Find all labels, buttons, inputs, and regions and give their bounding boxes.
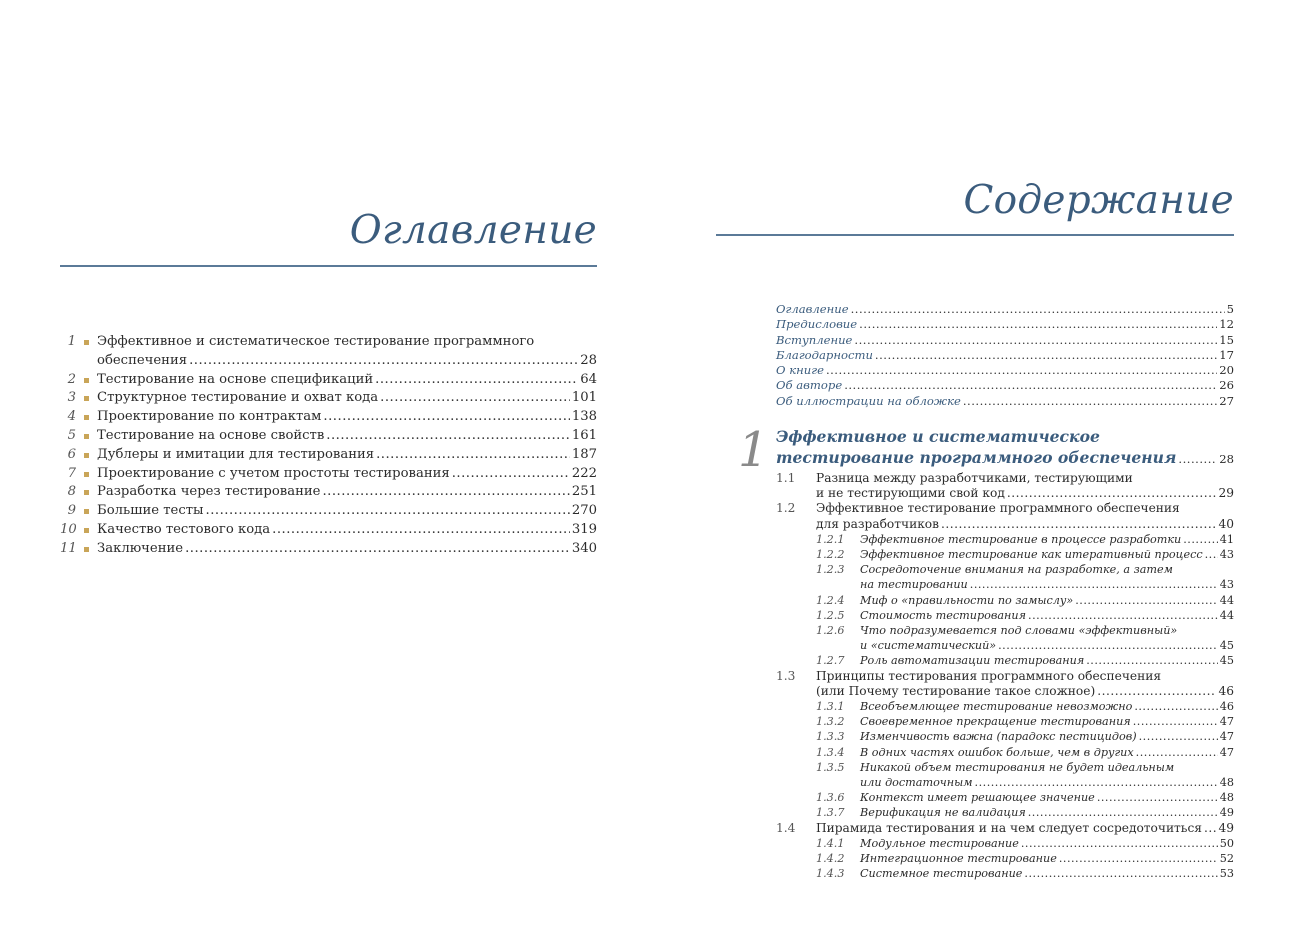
- chapter-title-line2: обеспечения: [97, 352, 188, 368]
- section-number: 1.2.3: [816, 563, 845, 577]
- dot-leader: [185, 540, 570, 559]
- entry-title-line2: для разработчиков: [816, 516, 940, 531]
- dot-leader: [1133, 714, 1218, 729]
- page-number: 47: [1219, 730, 1234, 744]
- left-page: [0, 0, 656, 935]
- page-number: 138: [571, 409, 597, 425]
- chapter-title: Проектирование с учетом простоты тестирования: [97, 465, 450, 481]
- section-number: 1.1: [776, 471, 796, 485]
- dot-leader: [1024, 866, 1217, 881]
- section-number: 1.2.1: [816, 532, 845, 546]
- dot-leader: [1139, 729, 1218, 744]
- page-number: 251: [571, 484, 597, 500]
- chapter-entry[interactable]: [60, 333, 597, 371]
- entry-title: Контекст имеет решающее значение: [860, 791, 1095, 805]
- chapter-title: Разработка через тестирование: [97, 484, 321, 500]
- page-number: 15: [1219, 332, 1234, 347]
- page-number: 47: [1219, 715, 1234, 729]
- dot-leader: [1136, 745, 1218, 760]
- section-entry[interactable]: [776, 471, 1234, 501]
- section-number: 1.3.6: [816, 791, 845, 805]
- entry-title-line1: Эффективное тестирование программного обеспечения: [816, 501, 1180, 516]
- page-number: 12: [1219, 317, 1234, 332]
- front-matter-entry[interactable]: [776, 394, 1234, 409]
- page-number: 20: [1219, 363, 1234, 378]
- page-number: 45: [1219, 639, 1234, 653]
- page-number: 43: [1219, 578, 1234, 592]
- page-number: 43: [1219, 548, 1234, 562]
- entry-title: Системное тестирование: [860, 867, 1023, 881]
- section-number: 1.4: [776, 820, 796, 835]
- front-matter-label: Оглавление: [776, 302, 849, 316]
- chapter-title: Заключение: [97, 540, 184, 556]
- bullet-icon: [84, 434, 89, 439]
- chapter-1-sections: [776, 471, 1234, 881]
- chapter-1-number: 1: [738, 422, 769, 478]
- chapter-1-title[interactable]: [776, 426, 1234, 470]
- chapter-title: Дублеры и имитации для тестирования: [97, 446, 375, 462]
- bullet-icon: [84, 415, 89, 420]
- dot-leader: [1134, 699, 1217, 714]
- entry-title-line1: Сосредоточение внимания на разработке, а затем: [860, 563, 1173, 577]
- dot-leader: [322, 483, 569, 502]
- left-heading-rule: [60, 265, 597, 267]
- right-heading-rule: [716, 234, 1234, 236]
- entry-title: Миф о «правильности по замыслу»: [860, 593, 1074, 607]
- subsection-entry[interactable]: [776, 699, 1234, 714]
- chapter-title: Качество тестового кода: [97, 521, 271, 537]
- page-number: 45: [1219, 654, 1234, 668]
- page-number: 48: [1219, 791, 1234, 805]
- subsection-entry[interactable]: [776, 547, 1234, 562]
- dot-leader: [875, 348, 1217, 363]
- chapter-number: 2: [67, 371, 76, 387]
- section-number: 1.3.4: [816, 745, 845, 759]
- dot-leader: [970, 577, 1218, 592]
- page-number: 46: [1218, 683, 1234, 698]
- section-number: 1.3: [776, 668, 796, 683]
- chapter-number: 11: [60, 540, 77, 556]
- entry-title: Изменчивость важна (парадокс пестицидов): [860, 730, 1137, 744]
- front-matter-label: Об иллюстрации на обложке: [776, 393, 961, 408]
- section-number: 1.3.2: [816, 715, 845, 729]
- subsection-entry[interactable]: [776, 836, 1234, 851]
- dot-leader: [1007, 486, 1217, 501]
- chapter-entry[interactable]: [60, 446, 597, 465]
- dot-leader: [452, 465, 570, 484]
- entry-title: Роль автоматизации тестирования: [860, 654, 1085, 668]
- dot-leader: [272, 521, 570, 540]
- bullet-icon: [84, 490, 89, 495]
- subsection-entry[interactable]: [776, 608, 1234, 623]
- dot-leader: [1178, 449, 1217, 470]
- page-number: 340: [571, 540, 597, 556]
- chapter-title: Проектирование по контрактам: [97, 409, 322, 425]
- chapter-title: Тестирование на основе спецификаций: [97, 371, 374, 387]
- entry-title-line2: на тестировании: [860, 578, 968, 592]
- dot-leader: [998, 638, 1218, 653]
- dot-leader: [376, 446, 570, 465]
- subsection-entry[interactable]: [776, 760, 1234, 790]
- front-matter-list: [776, 302, 1234, 409]
- page-number: 270: [571, 503, 597, 519]
- chapter-number: 3: [67, 390, 76, 406]
- dot-leader: [1097, 684, 1216, 699]
- section-number: 1.3.3: [816, 730, 845, 744]
- front-matter-label: Предисловие: [776, 317, 858, 332]
- section-entry[interactable]: [776, 501, 1234, 531]
- chapter-entry[interactable]: [60, 408, 597, 427]
- dot-leader: [975, 775, 1218, 790]
- chapter-title: Большие тесты: [97, 503, 204, 519]
- page-number: 64: [580, 371, 597, 387]
- section-number: 1.2.7: [816, 654, 845, 668]
- dot-leader: [1028, 805, 1218, 820]
- section-number: 1.2.5: [816, 608, 845, 622]
- dot-leader: [1205, 547, 1218, 562]
- entry-title-line1: Никакой объем тестирования не будет идеальным: [860, 760, 1175, 774]
- page-number: 5: [1226, 302, 1234, 316]
- chapter-entry[interactable]: [60, 427, 597, 446]
- section-number: 1.2.6: [816, 624, 845, 638]
- section-number: 1.4.1: [816, 836, 845, 850]
- section-number: 1.2.2: [816, 548, 845, 562]
- subsection-entry[interactable]: [776, 729, 1234, 744]
- page-number: 48: [1219, 776, 1234, 790]
- front-matter-entry[interactable]: [776, 348, 1234, 363]
- front-matter-label: Вступление: [776, 332, 853, 347]
- dot-leader: [941, 517, 1216, 532]
- dot-leader: [1183, 532, 1218, 547]
- left-page-heading: Оглавление: [349, 208, 597, 253]
- entry-title: Эффективное тестирование как итеративный процесс: [860, 548, 1203, 562]
- front-matter-entry[interactable]: [776, 363, 1234, 378]
- page-number: 46: [1219, 700, 1234, 714]
- dot-leader: [1021, 836, 1218, 851]
- dot-leader: [1028, 608, 1218, 623]
- entry-title-line2: и не тестирующими свой код: [816, 486, 1005, 501]
- page-number: 101: [571, 390, 597, 406]
- chapter-1-title-line1: Эффективное и систематическое: [776, 427, 1100, 446]
- dot-leader: [826, 363, 1217, 378]
- entry-title: Верификация не валидация: [860, 806, 1026, 820]
- page-number: 49: [1219, 806, 1234, 820]
- chapter-entry[interactable]: [60, 502, 597, 521]
- chapter-entry[interactable]: [60, 521, 597, 540]
- chapter-entry[interactable]: [60, 540, 597, 559]
- right-page-heading: Содержание: [963, 178, 1234, 223]
- chapter-number: 4: [67, 409, 76, 425]
- page-number: 222: [571, 465, 597, 481]
- subsection-entry[interactable]: [776, 714, 1234, 729]
- entry-title-line2: или достаточным: [860, 776, 973, 790]
- subsection-entry[interactable]: [776, 653, 1234, 668]
- chapter-number: 6: [67, 446, 76, 462]
- front-matter-entry[interactable]: [776, 317, 1234, 332]
- page-number: 26: [1219, 378, 1234, 393]
- dot-leader: [1097, 790, 1218, 805]
- bullet-icon: [84, 453, 89, 458]
- section-number: 1.2: [776, 501, 796, 516]
- entry-title: Модульное тестирование: [860, 836, 1019, 850]
- dot-leader: [851, 302, 1225, 317]
- page-number: 41: [1219, 532, 1234, 546]
- front-matter-entry[interactable]: [776, 302, 1234, 317]
- page-number: 319: [571, 521, 597, 537]
- subsection-entry[interactable]: [776, 745, 1234, 760]
- dot-leader: [189, 352, 578, 371]
- chapter-title: Тестирование на основе свойств: [97, 427, 325, 443]
- subsection-entry[interactable]: [776, 593, 1234, 608]
- dot-leader: [1204, 821, 1217, 836]
- bullet-icon: [84, 547, 89, 552]
- chapter-title: Структурное тестирование и охват кода: [97, 390, 379, 406]
- page-number: 44: [1219, 593, 1234, 607]
- page-number: 17: [1219, 347, 1234, 362]
- front-matter-entry[interactable]: [776, 333, 1234, 348]
- page-number: 44: [1219, 608, 1234, 622]
- section-entry[interactable]: [776, 821, 1234, 836]
- chapter-number: 1: [67, 334, 76, 349]
- dot-leader: [206, 502, 570, 521]
- right-page: [656, 0, 1313, 935]
- bullet-icon: [84, 528, 89, 533]
- entry-title-line1: Принципы тестирования программного обеспечения: [816, 668, 1162, 683]
- chapter-number: 8: [67, 484, 76, 500]
- chapter-list: [60, 333, 597, 559]
- section-entry[interactable]: [776, 669, 1234, 699]
- entry-title: В одних частях ошибок больше, чем в других: [860, 745, 1134, 759]
- chapter-number: 5: [67, 427, 76, 443]
- chapter-1-page: 28: [1219, 452, 1234, 466]
- dot-leader: [844, 378, 1217, 393]
- dot-leader: [1075, 593, 1218, 608]
- bullet-icon: [84, 378, 89, 383]
- section-number: 1.3.1: [816, 700, 845, 714]
- bullet-icon: [84, 396, 89, 401]
- section-number: 1.3.5: [816, 760, 845, 774]
- dot-leader: [326, 427, 570, 446]
- section-number: 1.4.3: [816, 867, 845, 881]
- entry-title: Всеобъемлющее тестирование невозможно: [860, 700, 1133, 714]
- dot-leader: [859, 317, 1217, 332]
- subsection-entry[interactable]: [776, 562, 1234, 592]
- subsection-entry[interactable]: [776, 805, 1234, 820]
- chapter-1-title-line2: тестирование программного обеспечения: [776, 448, 1177, 467]
- dot-leader: [323, 408, 569, 427]
- dot-leader: [854, 333, 1217, 348]
- page-number: 47: [1219, 745, 1234, 759]
- entry-title: Эффективное тестирование в процессе разработки: [860, 532, 1182, 546]
- page-number: 187: [571, 446, 597, 462]
- chapter-entry[interactable]: [60, 371, 597, 390]
- entry-title-line2: и «систематический»: [860, 639, 997, 653]
- section-number: 1.2.4: [816, 593, 845, 607]
- page-number: 29: [1218, 486, 1234, 501]
- subsection-entry[interactable]: [776, 790, 1234, 805]
- section-number: 1.3.7: [816, 806, 845, 820]
- dot-leader: [375, 371, 578, 390]
- entry-title-line2: (или Почему тестирование такое сложное): [816, 683, 1096, 698]
- subsection-entry[interactable]: [776, 866, 1234, 881]
- chapter-number: 7: [67, 465, 76, 481]
- bullet-icon: [84, 509, 89, 514]
- page-number: 53: [1219, 867, 1234, 881]
- chapter-number: 9: [67, 503, 76, 519]
- chapter-title-line1: Эффективное и систематическое тестирование программного: [97, 334, 535, 349]
- entry-title: Стоимость тестирования: [860, 608, 1027, 622]
- page-number: 50: [1219, 836, 1234, 850]
- entry-title: Интеграционное тестирование: [860, 852, 1057, 866]
- bullet-icon: [84, 340, 89, 345]
- page-number: 28: [580, 352, 597, 368]
- front-matter-entry[interactable]: [776, 378, 1234, 393]
- page-number: 161: [571, 427, 597, 443]
- subsection-entry[interactable]: [776, 532, 1234, 547]
- page-number: 27: [1219, 393, 1234, 408]
- page-number: 49: [1218, 820, 1234, 835]
- front-matter-label: Об авторе: [776, 378, 843, 393]
- entry-title-line1: Разница между разработчиками, тестирующими: [816, 471, 1133, 485]
- entry-title: Пирамида тестирования и на чем следует сосредоточиться: [816, 820, 1202, 835]
- entry-title: Своевременное прекращение тестирования: [860, 715, 1131, 729]
- front-matter-label: Благодарности: [776, 347, 873, 362]
- page-number: 40: [1218, 516, 1234, 531]
- subsection-entry[interactable]: [776, 623, 1234, 653]
- chapter-number: 10: [60, 521, 77, 537]
- section-number: 1.4.2: [816, 852, 845, 866]
- bullet-icon: [84, 472, 89, 477]
- dot-leader: [1059, 851, 1218, 866]
- entry-title-line1: Что подразумевается под словами «эффективный»: [860, 624, 1178, 638]
- dot-leader: [1086, 653, 1218, 668]
- chapter-entry[interactable]: [60, 389, 597, 408]
- page-number: 52: [1219, 852, 1234, 866]
- chapter-entry[interactable]: [60, 465, 597, 484]
- subsection-entry[interactable]: [776, 851, 1234, 866]
- chapter-entry[interactable]: [60, 483, 597, 502]
- dot-leader: [380, 389, 570, 408]
- front-matter-label: О книге: [776, 363, 824, 378]
- dot-leader: [963, 394, 1217, 409]
